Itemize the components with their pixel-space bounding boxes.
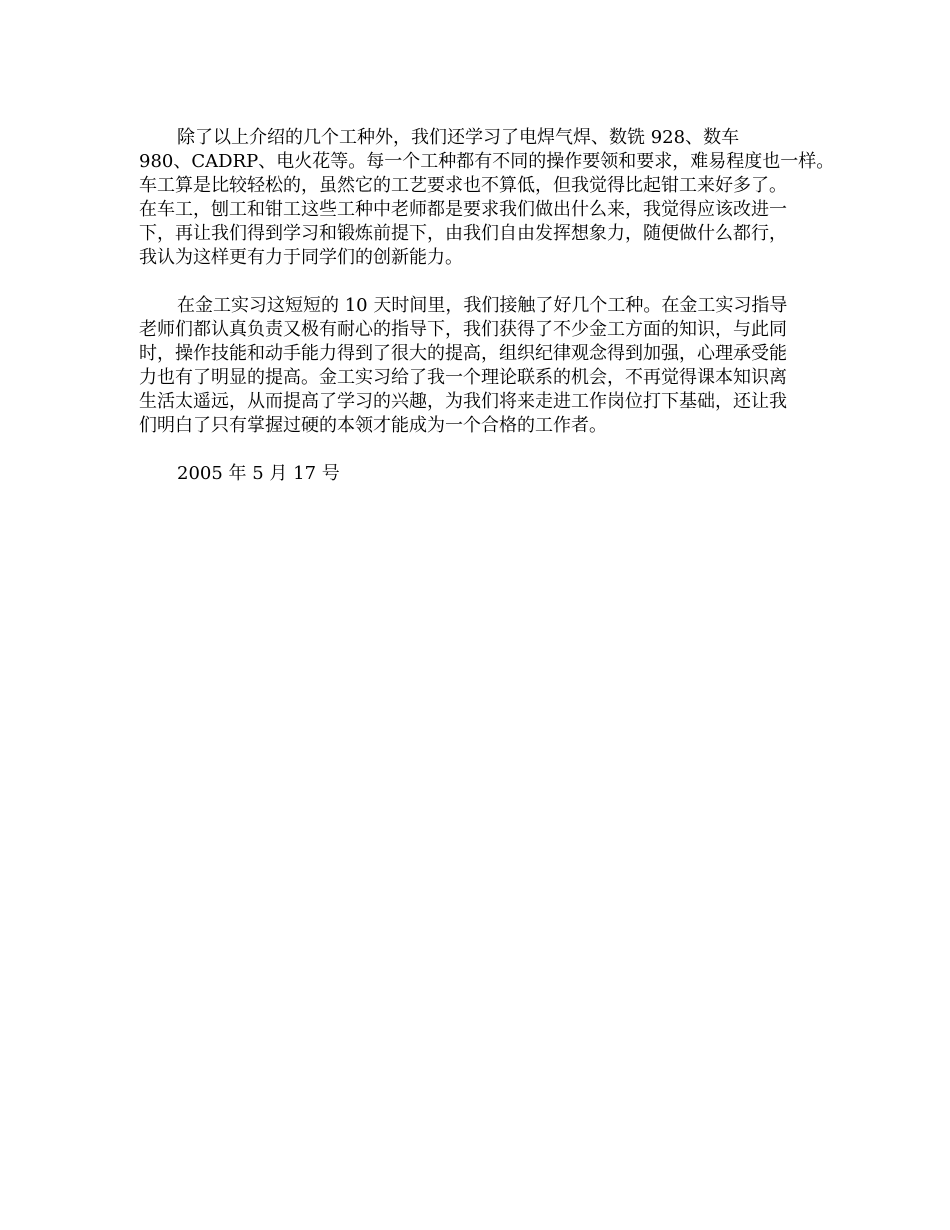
document-date: 2005 年 5 月 17 号 [177,463,340,484]
document-body [139,126,835,486]
paragraph-1-line: 除了以上介绍的几个工种外，我们还学习了电焊气焊、数铣 928、数车 [177,127,740,148]
paragraph-1-line: 车工算是比较轻松的，虽然它的工艺要求也不算低，但我觉得比起钳工来好多了。 [139,175,787,196]
paragraph-1-line: 下，再让我们得到学习和锻炼前提下，由我们自由发挥想象力，随便做什么都行， [139,223,787,244]
paragraph-2-line: 时，操作技能和动手能力得到了很大的提高，组织纪律观念得到加强，心理承受能 [139,343,787,364]
paragraph-1-line: 在车工，刨工和钳工这些工种中老师都是要求我们做出什么来，我觉得应该改进一 [139,199,787,220]
paragraph-1 [139,126,835,270]
paragraph-1-line: 我认为这样更有力于同学们的创新能力。 [139,247,463,268]
paragraph-2-line: 生活太遥远，从而提高了学习的兴趣，为我们将来走进工作岗位打下基础，还让我 [139,391,787,412]
paragraph-2-line: 力也有了明显的提高。金工实习给了我一个理论联系的机会，不再觉得课本知识离 [139,367,787,388]
paragraph-2-line: 老师们都认真负责又极有耐心的指导下，我们获得了不少金工方面的知识，与此同 [139,319,787,340]
paragraph-2-line: 在金工实习这短短的 10 天时间里，我们接触了好几个工种。在金工实习指导 [177,295,788,316]
paragraph-2-line: 们明白了只有掌握过硬的本领才能成为一个合格的工作者。 [139,415,607,436]
paragraph-2 [139,294,829,438]
paragraph-1-line: 980、CADRP、电火花等。每一个工种都有不同的操作要领和要求，难易程度也一样。 [139,151,835,172]
